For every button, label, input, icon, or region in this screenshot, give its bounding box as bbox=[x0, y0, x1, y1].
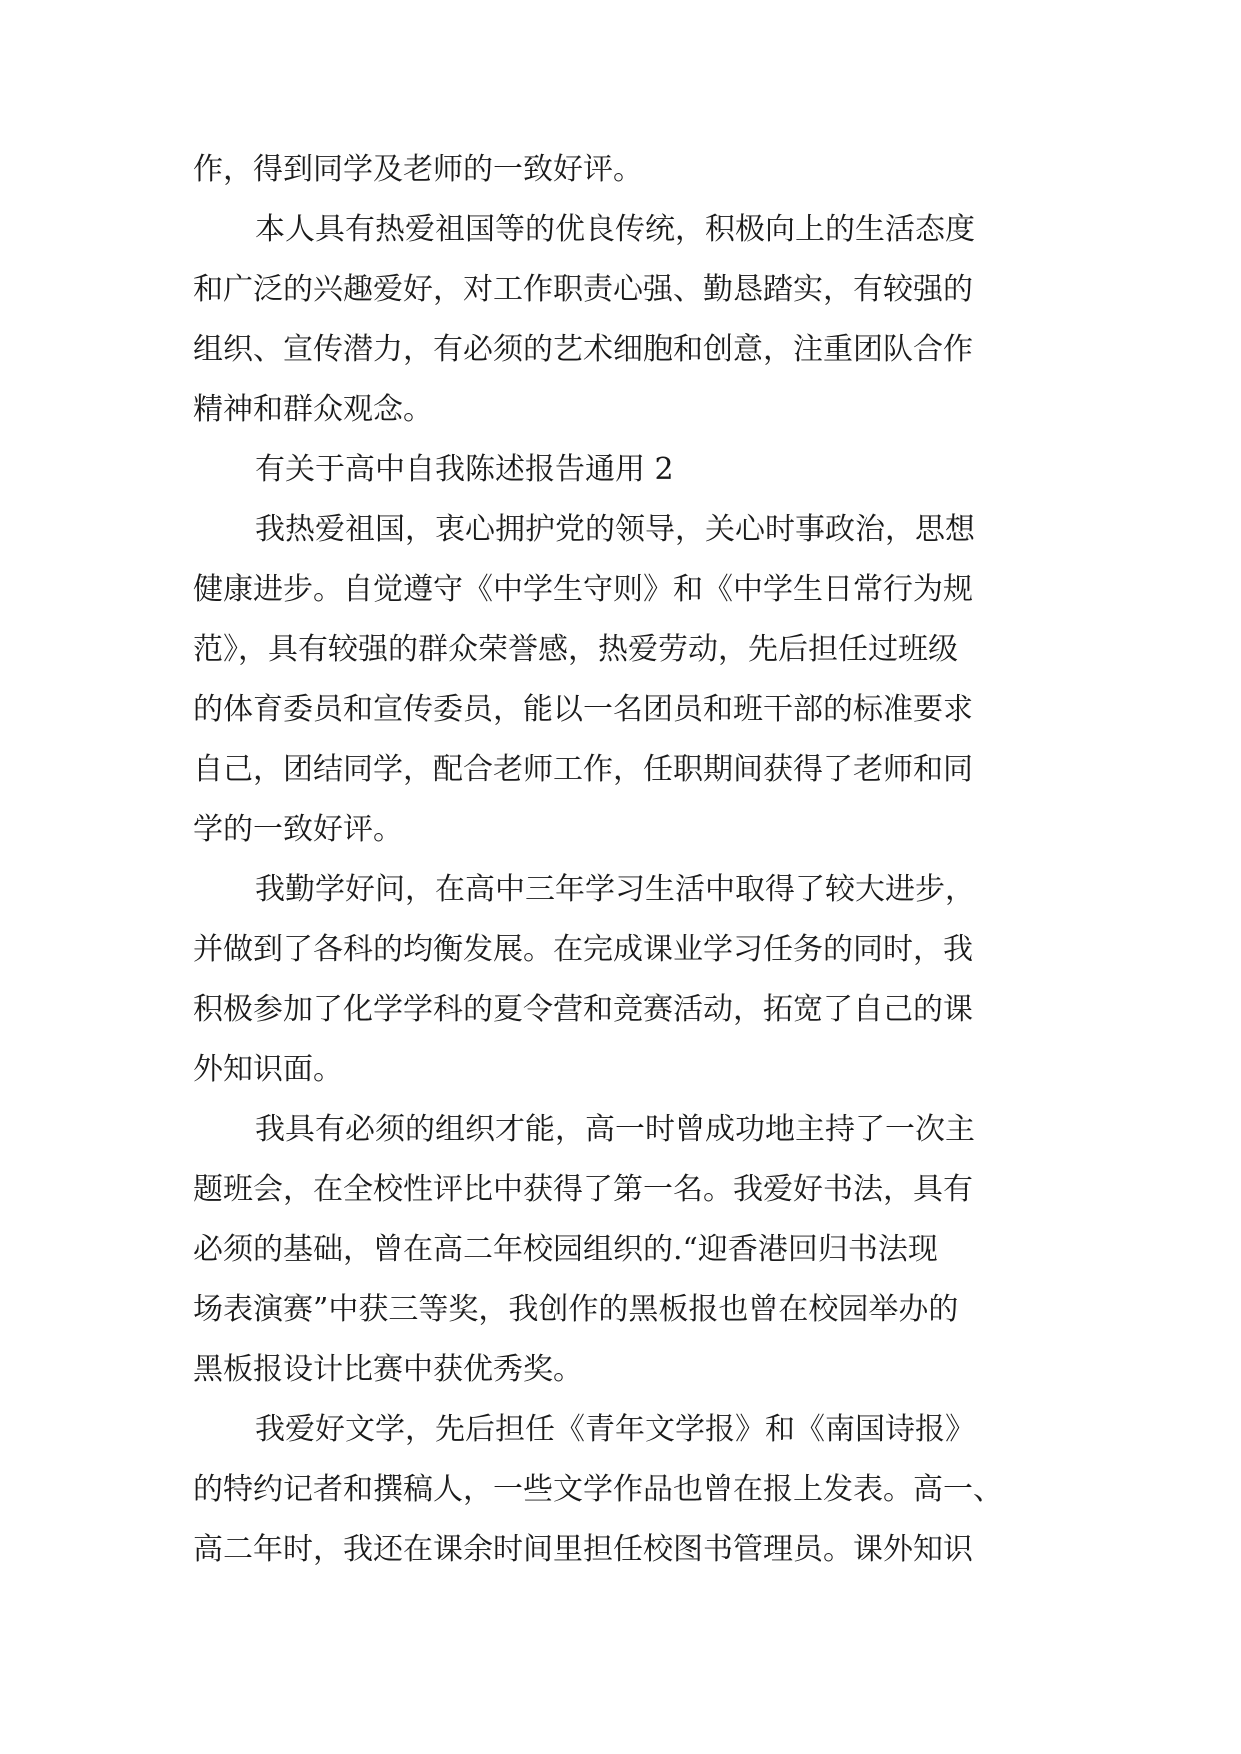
text-line: 并做到了各科的均衡发展。在完成课业学习任务的同时，我 bbox=[193, 932, 973, 967]
text-line: 学的一致好评。 bbox=[193, 812, 403, 847]
section-heading: 有关于高中自我陈述报告通用 2 bbox=[255, 452, 674, 487]
text-line: 的体育委员和宣传委员，能以一名团员和班干部的标准要求 bbox=[193, 692, 973, 727]
text-line: 精神和群众观念。 bbox=[193, 392, 433, 427]
text-line: 健康进步。自觉遵守《中学生守则》和《中学生日常行为规 bbox=[193, 572, 973, 607]
text-line: 外知识面。 bbox=[193, 1052, 343, 1087]
text-line: 积极参加了化学学科的夏令营和竞赛活动，拓宽了自己的课 bbox=[193, 992, 973, 1027]
text-line: 的特约记者和撰稿人，一些文学作品也曾在报上发表。高一、 bbox=[193, 1472, 1003, 1507]
text-line: 题班会，在全校性评比中获得了第一名。我爱好书法，具有 bbox=[193, 1172, 973, 1207]
text-line: 黑板报设计比赛中获优秀奖。 bbox=[193, 1352, 583, 1387]
text-line: 组织、宣传潜力，有必须的艺术细胞和创意，注重团队合作 bbox=[193, 332, 973, 367]
text-line: 本人具有热爱祖国等的优良传统，积极向上的生活态度 bbox=[255, 212, 975, 247]
text-line: 范》，具有较强的群众荣誉感，热爱劳动，先后担任过班级 bbox=[193, 632, 958, 667]
text-line: 和广泛的兴趣爱好，对工作职责心强、勤恳踏实，有较强的 bbox=[193, 272, 973, 307]
text-line: 高二年时，我还在课余时间里担任校图书管理员。课外知识 bbox=[193, 1532, 973, 1567]
text-line: 我勤学好问，在高中三年学习生活中取得了较大进步， bbox=[255, 872, 975, 907]
text-line: 必须的基础，曾在高二年校园组织的.“迎香港回归书法现 bbox=[193, 1232, 938, 1267]
text-line: 我具有必须的组织才能，高一时曾成功地主持了一次主 bbox=[255, 1112, 975, 1147]
text-line: 作，得到同学及老师的一致好评。 bbox=[193, 152, 643, 187]
text-line: 我爱好文学，先后担任《青年文学报》和《南国诗报》 bbox=[255, 1412, 975, 1447]
text-line: 自己，团结同学，配合老师工作，任职期间获得了老师和同 bbox=[193, 752, 973, 787]
text-line: 场表演赛”中获三等奖，我创作的黑板报也曾在校园举办的 bbox=[193, 1292, 959, 1327]
text-line: 我热爱祖国，衷心拥护党的领导，关心时事政治，思想 bbox=[255, 512, 975, 547]
